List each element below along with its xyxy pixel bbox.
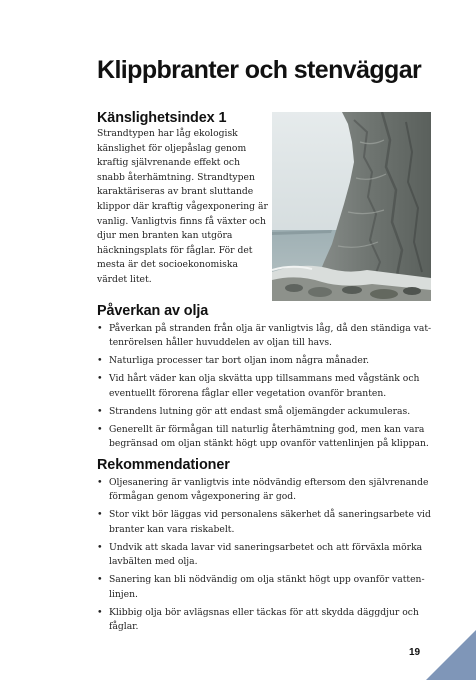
corner-triangle-decoration bbox=[426, 630, 476, 680]
list-item: • Vid hårt väder kan olja skvätta upp tillsammans med vågstänk och eventuellt förorena fåglar eller vegetation ovanför branten. bbox=[97, 372, 433, 401]
corner-triangle bbox=[426, 630, 476, 680]
list-item: • Strandens lutning gör att endast små oljemängder ackumuleras. bbox=[97, 405, 433, 419]
impact-heading: Påverkan av olja bbox=[97, 303, 209, 319]
page-number: 19 bbox=[409, 647, 421, 658]
list-item: • Undvik att skada lavar vid saneringsarbetet och att förväxla mörka lavbälten med olja. bbox=[97, 541, 433, 570]
recommendations-list bbox=[97, 476, 433, 638]
recommendations-heading: Rekommendationer bbox=[97, 457, 230, 473]
list-item: • Sanering kan bli nödvändig om olja stänkt högt upp ovanför vattenlinjen. bbox=[97, 573, 433, 602]
list-item: • Stor vikt bör läggas vid personalens säkerhet då saneringsarbete vid branter kan vara riskabelt. bbox=[97, 508, 433, 537]
list-item: • Oljesanering är vanligtvis inte nödvändig eftersom den självrenande förmågan genom vågexponering är god. bbox=[97, 476, 433, 505]
cliff-photo bbox=[272, 112, 431, 301]
cliff-coast-image bbox=[272, 112, 431, 301]
sensitivity-text: Strandtypen har låg ekologisk känslighet för oljepåslag genom kraftig självrenande effekt och snabb återhämtning. Strandtypen karaktäriseras av brant sluttande klippor där kraftig vågexponering är vanlig. Vanligtvis finns få växter och djur men branten kan utgöra häckningsplats för fåglar. För det mesta är det socioekonomiska värdet litet. bbox=[97, 128, 268, 285]
page-title: Klippbranter och stenväggar bbox=[97, 56, 422, 84]
list-item: • Naturliga processer tar bort oljan inom några månader. bbox=[97, 354, 433, 368]
list-item: • Generellt är förmågan till naturlig återhämtning god, men kan vara begränsad om oljan stänkt högt upp ovanför vattenlinjen på klippan. bbox=[97, 423, 433, 452]
sensitivity-heading: Känslighetsindex 1 bbox=[97, 110, 227, 126]
list-item: • Påverkan på stranden från olja är vanligtvis låg, då den ständiga vattenrörelsen håller huvuddelen av oljan till havs. bbox=[97, 322, 433, 351]
list-item: • Klibbig olja bör avlägsnas eller täckas för att skydda däggdjur och fåglar. bbox=[97, 606, 433, 635]
impact-list bbox=[97, 322, 433, 455]
